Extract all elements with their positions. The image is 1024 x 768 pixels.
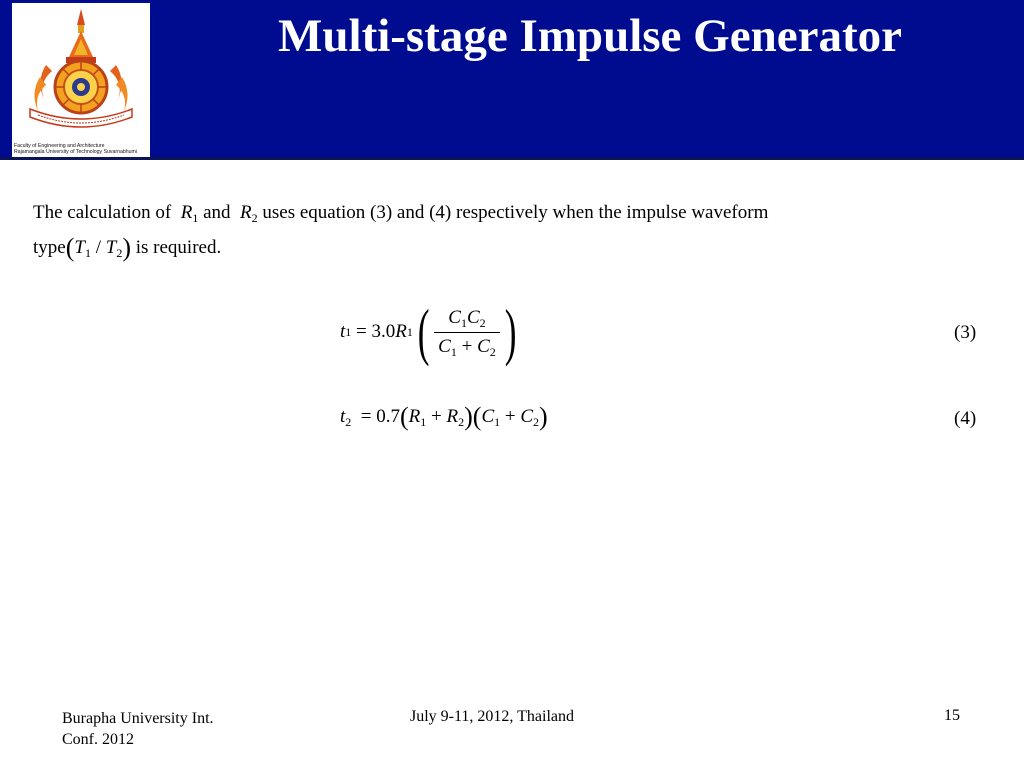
equation-4: $t_2 = 0.7(R_1 + R_2)(C_1 + C_2)$: [340, 402, 548, 431]
body-text: The calculation of: [33, 202, 172, 223]
fraction-numerator: [434, 307, 500, 333]
math-subscript: 1: [420, 415, 427, 429]
math-operator: +: [500, 406, 521, 427]
logo: [12, 3, 150, 157]
math-subscript: 2: [479, 315, 486, 330]
footer-conference: [62, 708, 214, 750]
body-line-1: [33, 201, 768, 225]
math-symbol: C: [481, 406, 495, 427]
university-emblem-icon: [16, 5, 146, 143]
math-operator: /: [95, 237, 101, 258]
fraction-denominator: [434, 333, 500, 358]
equation-number-3: (3): [954, 322, 977, 343]
math-subscript: 1: [450, 344, 457, 359]
fraction: [434, 307, 500, 358]
right-paren: ): [504, 296, 517, 367]
math-symbol: C: [520, 406, 534, 427]
math-subscript: 2: [251, 211, 258, 225]
math-subscript: 1: [192, 211, 199, 225]
body-text: and: [203, 202, 231, 223]
math-symbol: T: [105, 237, 117, 258]
math-subscript: 2: [345, 415, 352, 429]
body-text: is required.: [135, 237, 222, 258]
math-symbol: R: [395, 321, 407, 342]
math-subscript: 2: [458, 415, 465, 429]
equation-number-4: (4): [954, 408, 977, 429]
math-operator: +: [456, 335, 478, 357]
footer-date: July 9-11, 2012, Thailand: [410, 708, 574, 725]
math-symbol: t: [340, 406, 346, 427]
page-number: 15: [944, 707, 960, 724]
math-symbol: C: [466, 306, 480, 328]
slide-title: Multi-stage Impulse Generator: [278, 10, 902, 62]
math-operator: = 3.0: [351, 321, 396, 342]
math-symbol: C: [448, 306, 461, 328]
equation-3: t 1 = 3.0 R 1 ( $\frac{C_1C_2}{C_1 + C_2}$ ): [340, 296, 517, 367]
title-bar-divider: [0, 157, 1024, 160]
math-subscript: 2: [533, 415, 540, 429]
math-symbol: R: [240, 202, 252, 223]
math-subscript: 2: [116, 246, 123, 260]
logo-caption-line1: Faculty of Engineering and Architecture: [14, 143, 105, 149]
left-paren: (: [417, 296, 430, 367]
math-symbol: C: [477, 335, 490, 357]
footer-conference-line2: Conf. 2012: [62, 731, 134, 748]
body-text: type: [33, 237, 66, 258]
math-subscript: 2: [489, 344, 496, 359]
math-symbol: C: [438, 335, 451, 357]
math-symbol: R: [446, 406, 459, 427]
math-symbol: t: [340, 321, 346, 342]
body-line-2: $type(T_1 / T_2)$ is required.: [33, 233, 222, 262]
body-text: uses equation (3) and (4) respectively when the impulse waveform: [262, 202, 769, 223]
math-operator: +: [426, 406, 447, 427]
footer-conference-line1: Burapha University Int.: [62, 710, 214, 727]
logo-caption-line2: Rajamangala University of Technology Suvarnabhumi: [14, 149, 138, 155]
math-symbol: R: [180, 202, 193, 223]
math-subscript: 1: [84, 246, 91, 260]
math-symbol: T: [74, 237, 85, 258]
math-symbol: R: [408, 406, 421, 427]
math-subscript: 1: [460, 315, 467, 330]
math-subscript: 1: [494, 415, 501, 429]
math-operator: = 0.7: [356, 406, 400, 427]
